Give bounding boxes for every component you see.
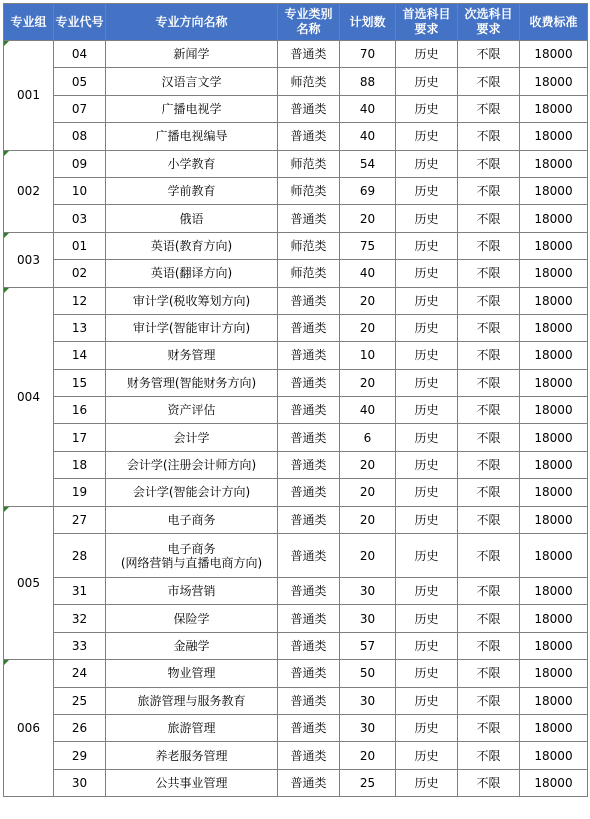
fee-cell: 18000 [520,342,588,369]
major-name-cell: 旅游管理与服务教育 [106,687,278,714]
table-row [4,369,588,396]
major-name-cell: 审计学(智能审计方向) [106,314,278,341]
major-code-cell: 05 [54,68,106,95]
major-name-cell: 小学教育 [106,150,278,177]
header-fee: 收费标准 [520,4,588,41]
table-row [4,578,588,605]
first-subject-cell: 历史 [396,451,458,478]
major-code-cell: 01 [54,232,106,259]
first-subject-cell: 历史 [396,150,458,177]
major-code-cell: 17 [54,424,106,451]
major-category-cell: 普通类 [278,660,340,687]
second-subject-cell: 不限 [458,451,520,478]
major-code-cell: 24 [54,660,106,687]
first-subject-cell: 历史 [396,41,458,68]
major-category-cell: 普通类 [278,369,340,396]
major-name-cell: 旅游管理 [106,714,278,741]
fee-cell: 18000 [520,123,588,150]
plan-count-cell: 30 [340,714,396,741]
second-subject-cell: 不限 [458,769,520,796]
plan-count-cell: 30 [340,687,396,714]
major-name-cell: 俄语 [106,205,278,232]
table-row [4,41,588,68]
fee-cell: 18000 [520,424,588,451]
cell-marker-icon [4,151,9,156]
first-subject-cell: 历史 [396,397,458,424]
major-category-cell: 普通类 [278,424,340,451]
table-row [4,506,588,533]
enrollment-table [3,3,588,797]
second-subject-cell: 不限 [458,232,520,259]
plan-count-cell: 40 [340,260,396,287]
fee-cell: 18000 [520,534,588,578]
header-plan: 计划数 [340,4,396,41]
header-category: 专业类别 名称 [278,4,340,41]
first-subject-cell: 历史 [396,205,458,232]
second-subject-cell: 不限 [458,534,520,578]
first-subject-cell: 历史 [396,369,458,396]
second-subject-cell: 不限 [458,287,520,314]
major-name-cell: 财务管理(智能财务方向) [106,369,278,396]
group-id: 001 [17,88,40,103]
plan-count-cell: 20 [340,314,396,341]
major-category-cell: 普通类 [278,632,340,659]
second-subject-cell: 不限 [458,578,520,605]
second-subject-cell: 不限 [458,342,520,369]
header-name: 专业方向名称 [106,4,278,41]
first-subject-cell: 历史 [396,660,458,687]
second-subject-cell: 不限 [458,632,520,659]
major-code-cell: 16 [54,397,106,424]
plan-count-cell: 20 [340,534,396,578]
fee-cell: 18000 [520,95,588,122]
major-category-cell: 普通类 [278,397,340,424]
major-code-cell: 30 [54,769,106,796]
header-row [4,4,588,41]
second-subject-cell: 不限 [458,95,520,122]
second-subject-cell: 不限 [458,41,520,68]
major-code-cell: 33 [54,632,106,659]
plan-count-cell: 57 [340,632,396,659]
plan-count-cell: 75 [340,232,396,259]
second-subject-cell: 不限 [458,687,520,714]
table-row [4,742,588,769]
plan-count-cell: 40 [340,123,396,150]
second-subject-cell: 不限 [458,177,520,204]
major-code-cell: 14 [54,342,106,369]
major-category-cell: 师范类 [278,232,340,259]
group-cell [4,287,54,506]
major-code-cell: 15 [54,369,106,396]
first-subject-cell: 历史 [396,123,458,150]
major-name-cell: 保险学 [106,605,278,632]
major-name-cell: 物业管理 [106,660,278,687]
first-subject-cell: 历史 [396,534,458,578]
group-cell [4,506,54,660]
first-subject-cell: 历史 [396,605,458,632]
table-row [4,287,588,314]
table-row [4,451,588,478]
major-name-cell: 市场营销 [106,578,278,605]
plan-count-cell: 50 [340,660,396,687]
plan-count-cell: 6 [340,424,396,451]
major-name-cell: 公共事业管理 [106,769,278,796]
table-row [4,314,588,341]
table-row [4,632,588,659]
plan-count-cell: 20 [340,479,396,506]
major-category-cell: 普通类 [278,769,340,796]
major-code-cell: 08 [54,123,106,150]
major-code-cell: 19 [54,479,106,506]
plan-count-cell: 70 [340,41,396,68]
first-subject-cell: 历史 [396,479,458,506]
first-subject-cell: 历史 [396,177,458,204]
major-code-cell: 12 [54,287,106,314]
major-code-cell: 09 [54,150,106,177]
major-category-cell: 普通类 [278,205,340,232]
major-name-cell: 资产评估 [106,397,278,424]
fee-cell: 18000 [520,314,588,341]
fee-cell: 18000 [520,451,588,478]
fee-cell: 18000 [520,605,588,632]
table-row [4,605,588,632]
table-row [4,68,588,95]
table-row [4,687,588,714]
major-name-cell: 英语(教育方向) [106,232,278,259]
fee-cell: 18000 [520,742,588,769]
major-name-cell: 电子商务 (网络营销与直播电商方向) [106,534,278,578]
plan-count-cell: 20 [340,742,396,769]
major-category-cell: 师范类 [278,150,340,177]
cell-marker-icon [4,507,9,512]
second-subject-cell: 不限 [458,205,520,232]
plan-count-cell: 40 [340,397,396,424]
table-row [4,342,588,369]
major-category-cell: 普通类 [278,687,340,714]
header-group: 专业组 [4,4,54,41]
major-category-cell: 普通类 [278,506,340,533]
major-code-cell: 32 [54,605,106,632]
major-category-cell: 普通类 [278,479,340,506]
second-subject-cell: 不限 [458,150,520,177]
major-name-cell: 广播电视编导 [106,123,278,150]
group-cell [4,232,54,287]
major-category-cell: 普通类 [278,605,340,632]
second-subject-cell: 不限 [458,605,520,632]
fee-cell: 18000 [520,205,588,232]
major-code-cell: 10 [54,177,106,204]
first-subject-cell: 历史 [396,687,458,714]
fee-cell: 18000 [520,578,588,605]
major-name-cell: 新闻学 [106,41,278,68]
table-row [4,95,588,122]
major-code-cell: 02 [54,260,106,287]
major-code-cell: 26 [54,714,106,741]
table-row [4,123,588,150]
second-subject-cell: 不限 [458,314,520,341]
group-id: 004 [17,389,40,404]
fee-cell: 18000 [520,232,588,259]
cell-marker-icon [4,660,9,665]
first-subject-cell: 历史 [396,314,458,341]
table-row [4,769,588,796]
fee-cell: 18000 [520,177,588,204]
second-subject-cell: 不限 [458,397,520,424]
cell-marker-icon [4,41,9,46]
major-category-cell: 普通类 [278,95,340,122]
major-name-cell: 金融学 [106,632,278,659]
first-subject-cell: 历史 [396,632,458,659]
table-row [4,424,588,451]
fee-cell: 18000 [520,369,588,396]
plan-count-cell: 30 [340,578,396,605]
second-subject-cell: 不限 [458,424,520,451]
second-subject-cell: 不限 [458,479,520,506]
major-name-cell: 学前教育 [106,177,278,204]
fee-cell: 18000 [520,714,588,741]
table-row [4,260,588,287]
fee-cell: 18000 [520,506,588,533]
group-cell [4,41,54,151]
second-subject-cell: 不限 [458,714,520,741]
group-id: 005 [17,575,40,590]
cell-marker-icon [4,288,9,293]
fee-cell: 18000 [520,397,588,424]
plan-count-cell: 30 [340,605,396,632]
second-subject-cell: 不限 [458,369,520,396]
first-subject-cell: 历史 [396,769,458,796]
fee-cell: 18000 [520,660,588,687]
group-id: 003 [17,252,40,267]
major-category-cell: 普通类 [278,287,340,314]
major-code-cell: 03 [54,205,106,232]
first-subject-cell: 历史 [396,287,458,314]
second-subject-cell: 不限 [458,660,520,687]
plan-count-cell: 20 [340,205,396,232]
plan-count-cell: 25 [340,769,396,796]
table-row [4,397,588,424]
fee-cell: 18000 [520,632,588,659]
major-category-cell: 普通类 [278,123,340,150]
second-subject-cell: 不限 [458,506,520,533]
major-name-cell: 会计学(智能会计方向) [106,479,278,506]
table-row [4,177,588,204]
plan-count-cell: 20 [340,506,396,533]
fee-cell: 18000 [520,150,588,177]
fee-cell: 18000 [520,68,588,95]
fee-cell: 18000 [520,260,588,287]
major-name-cell: 广播电视学 [106,95,278,122]
header-first: 首选科目 要求 [396,4,458,41]
major-category-cell: 普通类 [278,314,340,341]
fee-cell: 18000 [520,479,588,506]
first-subject-cell: 历史 [396,578,458,605]
first-subject-cell: 历史 [396,506,458,533]
plan-count-cell: 20 [340,451,396,478]
major-name-cell: 养老服务管理 [106,742,278,769]
plan-count-cell: 88 [340,68,396,95]
first-subject-cell: 历史 [396,232,458,259]
first-subject-cell: 历史 [396,424,458,451]
group-cell [4,660,54,797]
major-code-cell: 29 [54,742,106,769]
major-code-cell: 07 [54,95,106,122]
fee-cell: 18000 [520,41,588,68]
major-code-cell: 18 [54,451,106,478]
major-code-cell: 28 [54,534,106,578]
group-id: 002 [17,184,40,199]
plan-count-cell: 69 [340,177,396,204]
major-name-cell: 英语(翻译方向) [106,260,278,287]
first-subject-cell: 历史 [396,342,458,369]
plan-count-cell: 10 [340,342,396,369]
table-row [4,660,588,687]
header-second: 次选科目 要求 [458,4,520,41]
major-category-cell: 师范类 [278,177,340,204]
major-name-cell: 财务管理 [106,342,278,369]
plan-count-cell: 20 [340,287,396,314]
major-code-cell: 04 [54,41,106,68]
plan-count-cell: 54 [340,150,396,177]
fee-cell: 18000 [520,287,588,314]
major-name-cell: 会计学 [106,424,278,451]
major-category-cell: 普通类 [278,578,340,605]
second-subject-cell: 不限 [458,260,520,287]
table-row [4,150,588,177]
plan-count-cell: 40 [340,95,396,122]
major-code-cell: 13 [54,314,106,341]
first-subject-cell: 历史 [396,742,458,769]
table-row [4,534,588,578]
major-name-cell: 汉语言文学 [106,68,278,95]
major-code-cell: 25 [54,687,106,714]
major-category-cell: 普通类 [278,342,340,369]
fee-cell: 18000 [520,769,588,796]
table-row [4,205,588,232]
fee-cell: 18000 [520,687,588,714]
second-subject-cell: 不限 [458,68,520,95]
second-subject-cell: 不限 [458,123,520,150]
major-code-cell: 31 [54,578,106,605]
first-subject-cell: 历史 [396,260,458,287]
major-category-cell: 普通类 [278,714,340,741]
table-body [4,41,588,797]
major-name-cell: 会计学(注册会计师方向) [106,451,278,478]
group-id: 006 [17,721,40,736]
first-subject-cell: 历史 [396,68,458,95]
major-category-cell: 师范类 [278,260,340,287]
major-category-cell: 普通类 [278,41,340,68]
plan-count-cell: 20 [340,369,396,396]
first-subject-cell: 历史 [396,714,458,741]
table-row [4,232,588,259]
first-subject-cell: 历史 [396,95,458,122]
table-row [4,714,588,741]
table-row [4,479,588,506]
major-name-cell: 电子商务 [106,506,278,533]
major-name-cell: 审计学(税收筹划方向) [106,287,278,314]
major-category-cell: 师范类 [278,68,340,95]
group-cell [4,150,54,232]
header-code: 专业代号 [54,4,106,41]
major-category-cell: 普通类 [278,451,340,478]
major-category-cell: 普通类 [278,742,340,769]
major-category-cell: 普通类 [278,534,340,578]
second-subject-cell: 不限 [458,742,520,769]
cell-marker-icon [4,233,9,238]
major-code-cell: 27 [54,506,106,533]
